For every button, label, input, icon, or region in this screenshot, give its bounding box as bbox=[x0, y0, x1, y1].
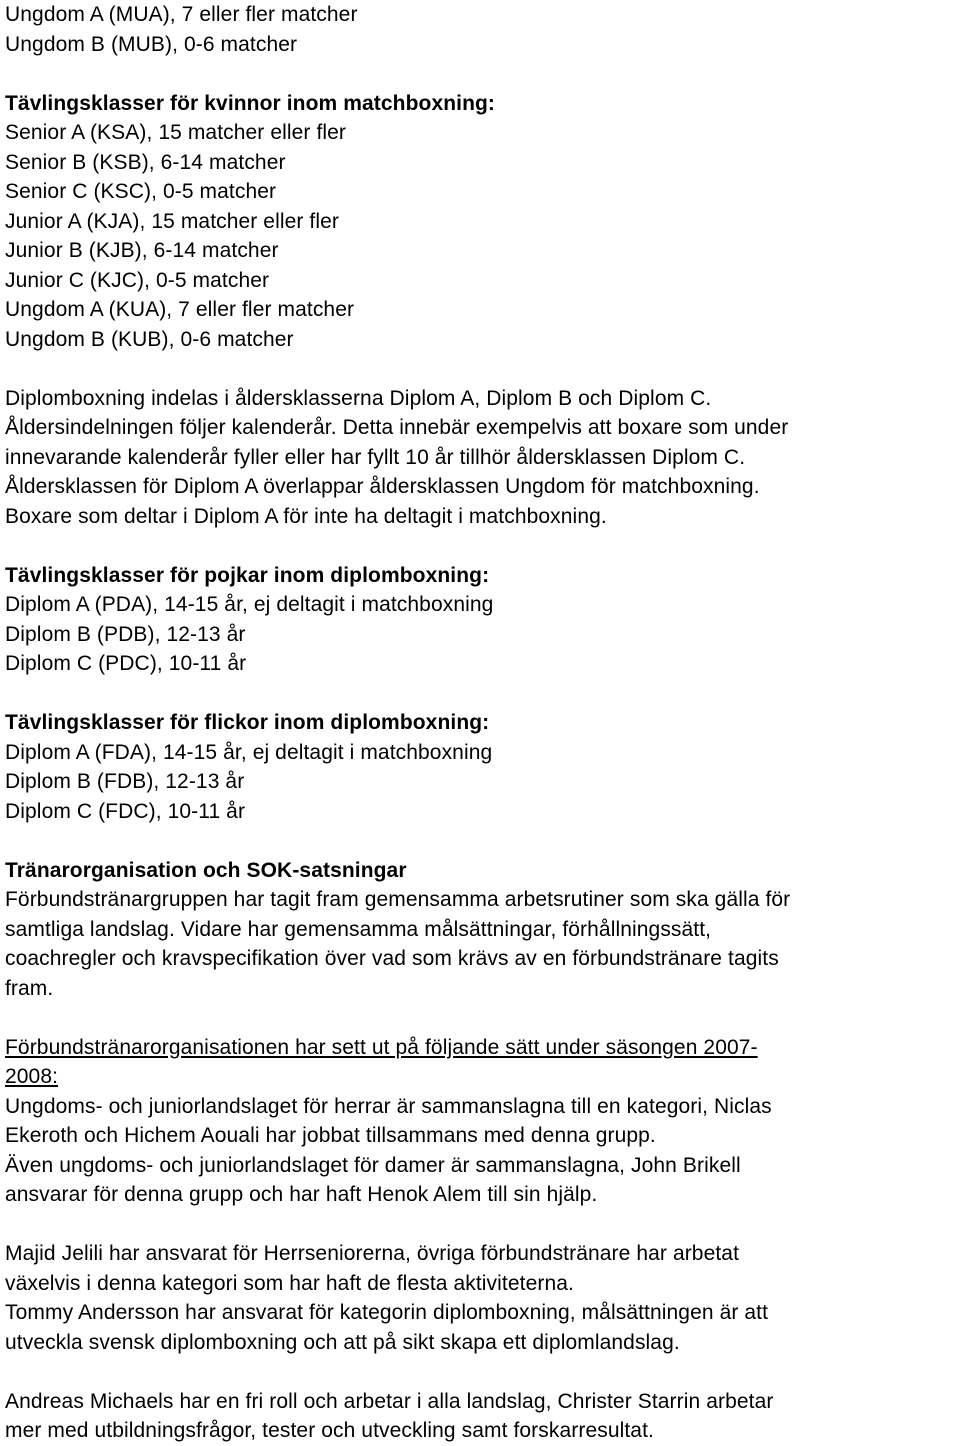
text-line: fram. bbox=[5, 976, 54, 1000]
text-line: Förbundstränargruppen har tagit fram gemensamma arbetsrutiner som ska gälla för bbox=[5, 888, 791, 911]
paragraph-gap bbox=[5, 531, 955, 561]
text-line: Andreas Michaels har en fri roll och arbetar i alla landslag, Christer Starrin arbetar bbox=[5, 1389, 774, 1413]
paragraph-gap bbox=[5, 826, 955, 856]
text-line: Ungdom B (MUB), 0-6 matcher bbox=[5, 32, 298, 56]
paragraph-gap bbox=[5, 354, 955, 384]
text-line: Senior C (KSC), 0-5 matcher bbox=[5, 180, 277, 203]
text-line: Ungdom B (KUB), 0-6 matcher bbox=[5, 327, 294, 351]
paragraph-gap bbox=[5, 679, 955, 709]
text-line: samtliga landslag. Vidare har gemensamma målsättningar, förhållningssätt, bbox=[5, 917, 712, 941]
section-heading: Tävlingsklasser för kvinnor inom matchboxning: bbox=[5, 91, 496, 115]
section-heading: Tävlingsklasser för pojkar inom diplomboxning: bbox=[5, 563, 490, 587]
underlined-line: 2008: bbox=[5, 1065, 59, 1088]
text-line: Diplom B (FDB), 12-13 år bbox=[5, 770, 245, 793]
paragraph-gap bbox=[5, 1210, 955, 1240]
text-line: Diplom B (PDB), 12-13 år bbox=[5, 622, 246, 646]
text-line: Majid Jelili har ansvarat för Herrseniorerna, övriga förbundstränare har arbetat bbox=[5, 1242, 740, 1265]
underlined-line: Förbundstränarorganisationen har sett ut på följande sätt under säsongen 2007- bbox=[5, 1035, 758, 1059]
section-heading: Tävlingsklasser för flickor inom diplomboxning: bbox=[5, 711, 490, 734]
text-line: Junior A (KJA), 15 matcher eller fler bbox=[5, 209, 339, 233]
text-line: Ungdom A (KUA), 7 eller fler matcher bbox=[5, 298, 355, 321]
text-line: Junior C (KJC), 0-5 matcher bbox=[5, 268, 270, 292]
text-line: Ungdoms- och juniorlandslaget för herrar är sammanslagna till en kategori, Niclas bbox=[5, 1094, 772, 1118]
section-heading: Tränarorganisation och SOK-satsningar bbox=[5, 858, 407, 882]
text-line: Åldersindelningen följer kalenderår. Detta innebär exempelvis att boxare som under bbox=[5, 416, 789, 439]
text-line: Diplomboxning indelas i åldersklasserna Diplom A, Diplom B och Diplom C. bbox=[5, 386, 712, 410]
text-line: utveckla svensk diplomboxning och att på sikt skapa ett diplomlandslag. bbox=[5, 1330, 680, 1354]
document-page bbox=[5, 0, 955, 1446]
text-line: Senior A (KSA), 15 matcher eller fler bbox=[5, 121, 347, 144]
text-line: Diplom C (PDC), 10-11 år bbox=[5, 652, 247, 675]
text-line: Diplom A (FDA), 14-15 år, ej deltagit i matchboxning bbox=[5, 740, 493, 764]
text-line: Diplom C (FDC), 10-11 år bbox=[5, 799, 246, 823]
text-line: Ekeroth och Hichem Aouali har jobbat tillsammans med denna grupp. bbox=[5, 1124, 656, 1147]
paragraph-gap bbox=[5, 1357, 955, 1387]
paragraph-gap bbox=[5, 59, 955, 89]
text-line: mer med utbildningsfrågor, tester och utveckling samt forskarresultat. bbox=[5, 1419, 654, 1442]
text-line: ansvarar för denna grupp och har haft Henok Alem till sin hjälp. bbox=[5, 1183, 598, 1206]
text-line: Junior B (KJB), 6-14 matcher bbox=[5, 239, 279, 262]
text-line: Ungdom A (MUA), 7 eller fler matcher bbox=[5, 3, 358, 26]
text-line: coachregler och kravspecifikation över vad som krävs av en förbundstränare tagits bbox=[5, 947, 779, 970]
text-line: Åldersklassen för Diplom A överlappar åldersklassen Ungdom för matchboxning. bbox=[5, 475, 760, 498]
text-line: växelvis i denna kategori som har haft de flesta aktiviteterna. bbox=[5, 1271, 574, 1295]
text-line: Även ungdoms- och juniorlandslaget för damer är sammanslagna, John Brikell bbox=[5, 1153, 741, 1177]
text-line: Boxare som deltar i Diplom A för inte ha deltagit i matchboxning. bbox=[5, 504, 607, 528]
text-line: innevarande kalenderår fyller eller har fyllt 10 år tillhör åldersklassen Diplom C. bbox=[5, 445, 746, 469]
paragraph-gap bbox=[5, 1003, 955, 1033]
text-line: Senior B (KSB), 6-14 matcher bbox=[5, 150, 286, 174]
text-line: Tommy Andersson har ansvarat för kategorin diplomboxning, målsättningen är att bbox=[5, 1301, 769, 1324]
text-line: Diplom A (PDA), 14-15 år, ej deltagit i matchboxning bbox=[5, 593, 494, 616]
